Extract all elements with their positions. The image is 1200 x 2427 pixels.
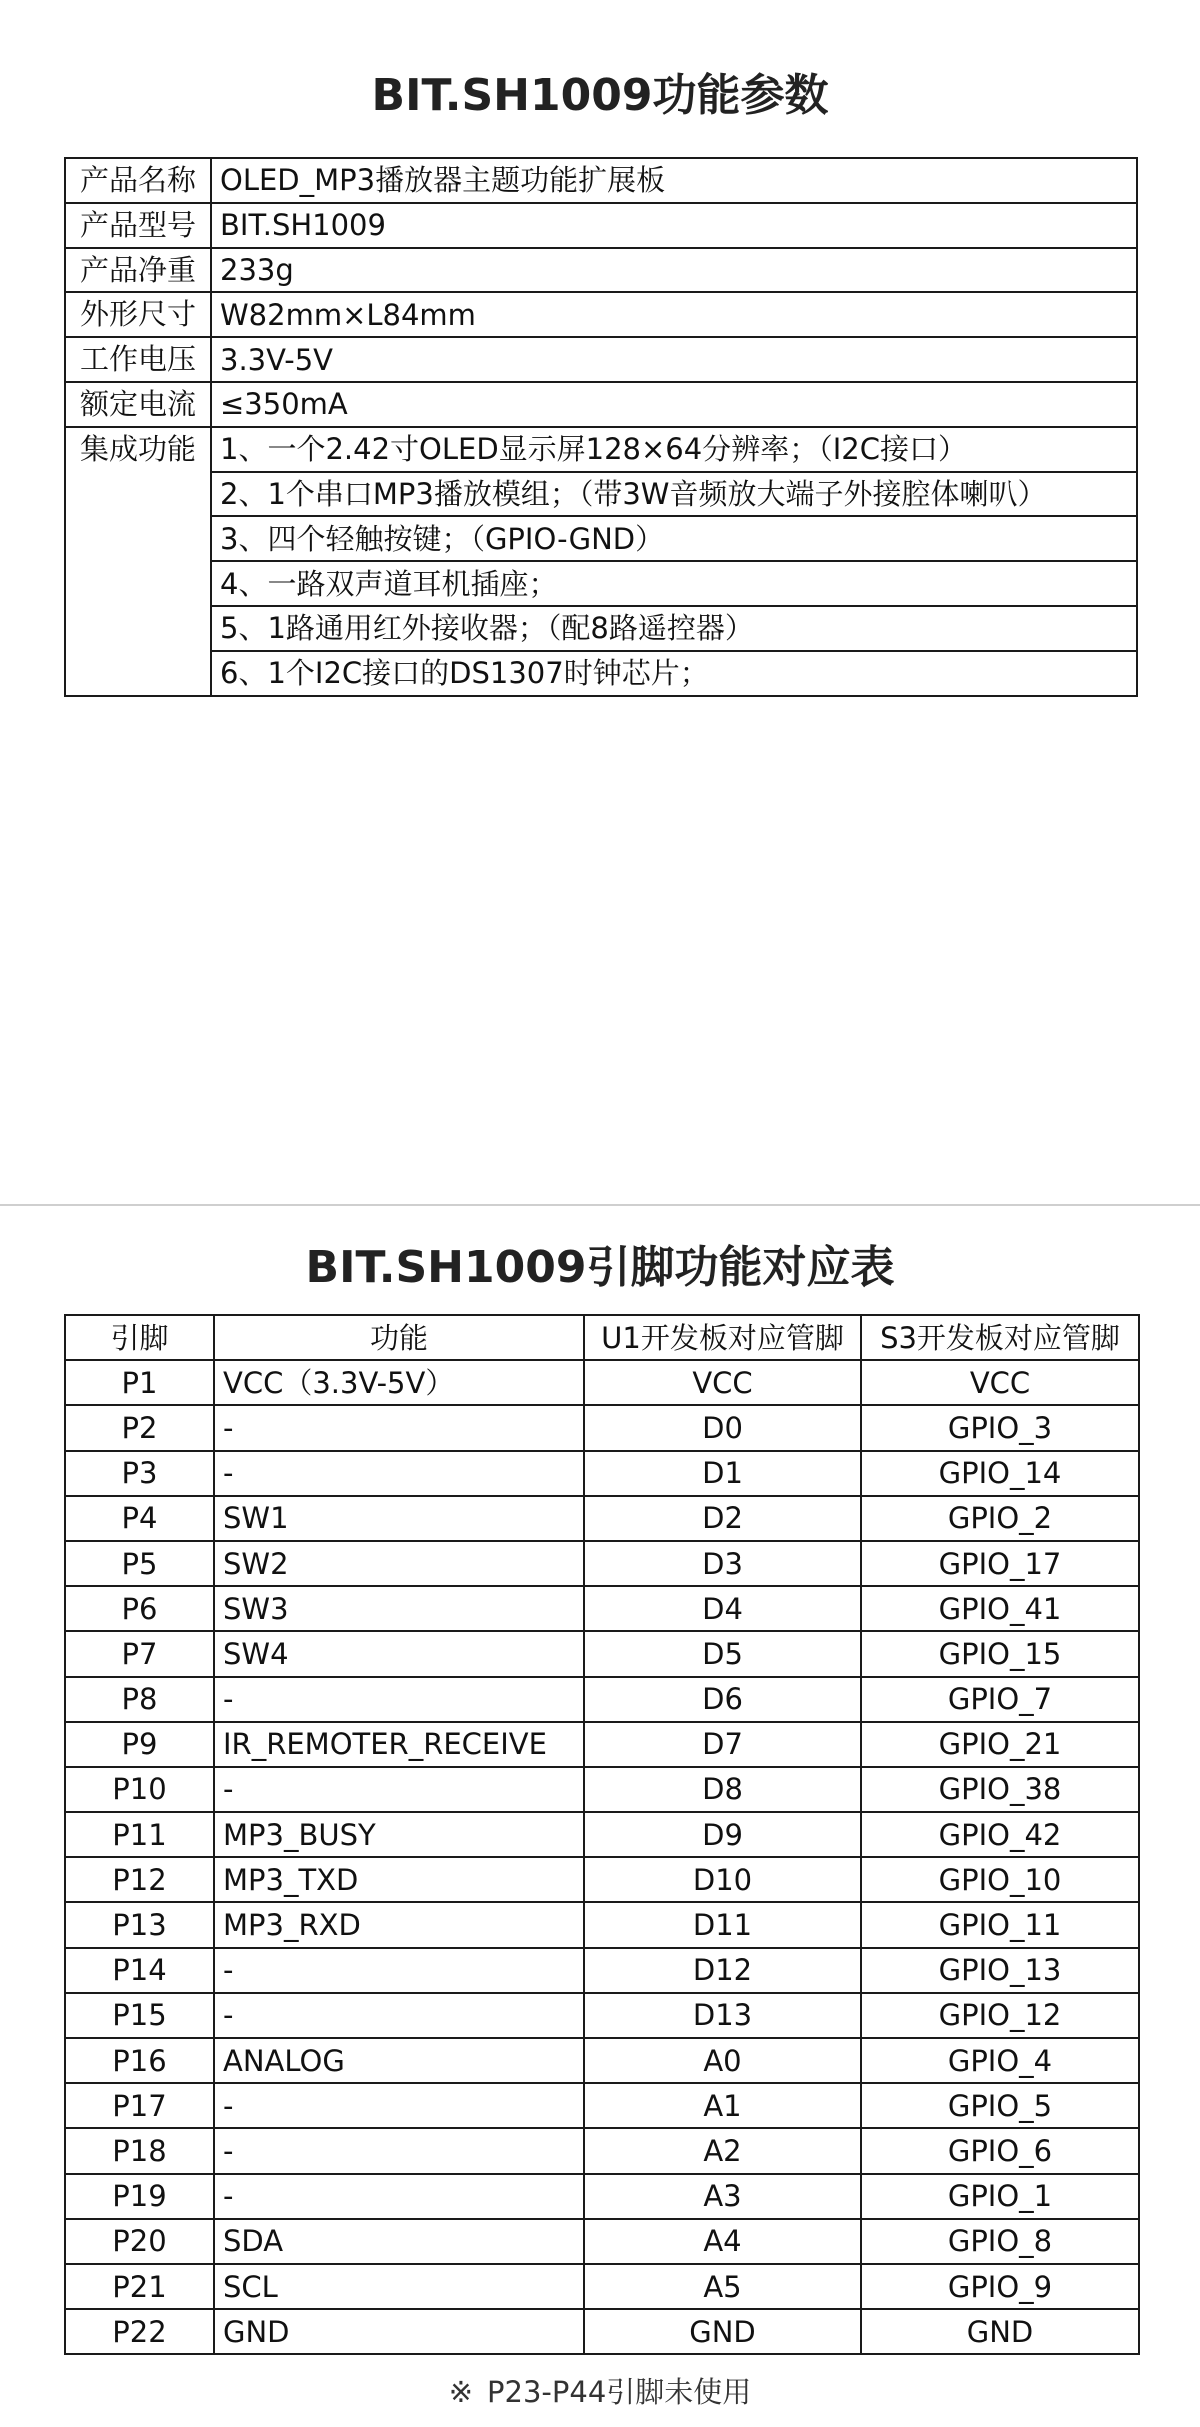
function-cell: - bbox=[214, 1677, 584, 1722]
table-row bbox=[65, 2219, 1139, 2264]
params-row bbox=[65, 158, 1137, 203]
s3-pin-cell: GPIO_10 bbox=[861, 1857, 1139, 1902]
u1-pin-cell: GND bbox=[584, 2309, 861, 2354]
table-row bbox=[65, 1541, 1139, 1586]
s3-pin-cell: GPIO_8 bbox=[861, 2219, 1139, 2264]
table-row bbox=[65, 1812, 1139, 1857]
function-cell: SW3 bbox=[214, 1586, 584, 1631]
u1-pin-cell: D6 bbox=[584, 1677, 861, 1722]
footnote-text: P23-P44引脚未使用 bbox=[487, 2375, 752, 2409]
function-cell: SW1 bbox=[214, 1496, 584, 1541]
section-divider bbox=[0, 1204, 1200, 1206]
table-row bbox=[65, 2174, 1139, 2219]
function-cell: SW4 bbox=[214, 1631, 584, 1676]
params-table bbox=[64, 157, 1138, 697]
function-cell: - bbox=[214, 1767, 584, 1812]
u1-pin-cell: A0 bbox=[584, 2038, 861, 2083]
pin-cell: P4 bbox=[65, 1496, 214, 1541]
header-u1: U1开发板对应管脚 bbox=[584, 1315, 861, 1360]
s3-pin-cell: GPIO_41 bbox=[861, 1586, 1139, 1631]
u1-pin-cell: A4 bbox=[584, 2219, 861, 2264]
feature-item: 5、1路通用红外接收器；（配8路遥控器） bbox=[211, 606, 1137, 651]
table-row bbox=[65, 2309, 1139, 2354]
u1-pin-cell: D8 bbox=[584, 1767, 861, 1812]
function-cell: VCC（3.3V-5V） bbox=[214, 1360, 584, 1405]
pin-cell: P9 bbox=[65, 1722, 214, 1767]
feature-item: 2、1个串口MP3播放模组；（带3W音频放大端子外接腔体喇叭） bbox=[211, 472, 1137, 517]
pin-cell: P15 bbox=[65, 1993, 214, 2038]
function-cell: - bbox=[214, 1993, 584, 2038]
s3-pin-cell: GPIO_38 bbox=[861, 1767, 1139, 1812]
param-label: 工作电压 bbox=[65, 337, 211, 382]
pin-cell: P21 bbox=[65, 2264, 214, 2309]
table-row bbox=[65, 1857, 1139, 1902]
params-row bbox=[65, 337, 1137, 382]
param-value: 233g bbox=[211, 248, 1137, 293]
table-row bbox=[65, 1405, 1139, 1450]
param-label: 产品名称 bbox=[65, 158, 211, 203]
table-row bbox=[65, 1948, 1139, 1993]
function-cell: - bbox=[214, 1948, 584, 1993]
function-cell: MP3_RXD bbox=[214, 1902, 584, 1947]
table-row bbox=[65, 1722, 1139, 1767]
s3-pin-cell: GPIO_13 bbox=[861, 1948, 1139, 1993]
table-row bbox=[65, 2038, 1139, 2083]
s3-pin-cell: GPIO_21 bbox=[861, 1722, 1139, 1767]
pin-cell: P11 bbox=[65, 1812, 214, 1857]
feature-item: 4、一路双声道耳机插座； bbox=[211, 561, 1137, 606]
pin-cell: P22 bbox=[65, 2309, 214, 2354]
u1-pin-cell: D13 bbox=[584, 1993, 861, 2038]
pins-table bbox=[64, 1314, 1140, 2355]
pin-cell: P2 bbox=[65, 1405, 214, 1450]
function-cell: - bbox=[214, 2128, 584, 2173]
footnote-mark: ※ bbox=[448, 2375, 474, 2409]
u1-pin-cell: VCC bbox=[584, 1360, 861, 1405]
s3-pin-cell: GND bbox=[861, 2309, 1139, 2354]
function-cell: MP3_TXD bbox=[214, 1857, 584, 1902]
s3-pin-cell: GPIO_4 bbox=[861, 2038, 1139, 2083]
u1-pin-cell: D5 bbox=[584, 1631, 861, 1676]
pin-cell: P13 bbox=[65, 1902, 214, 1947]
header-s3: S3开发板对应管脚 bbox=[861, 1315, 1139, 1360]
pin-cell: P8 bbox=[65, 1677, 214, 1722]
function-cell: IR_REMOTER_RECEIVE bbox=[214, 1722, 584, 1767]
pin-cell: P7 bbox=[65, 1631, 214, 1676]
pin-cell: P18 bbox=[65, 2128, 214, 2173]
s3-pin-cell: GPIO_15 bbox=[861, 1631, 1139, 1676]
params-row bbox=[65, 203, 1137, 248]
table-row bbox=[65, 1677, 1139, 1722]
pin-cell: P17 bbox=[65, 2083, 214, 2128]
param-value: W82mm×L84mm bbox=[211, 292, 1137, 337]
pin-cell: P12 bbox=[65, 1857, 214, 1902]
u1-pin-cell: A3 bbox=[584, 2174, 861, 2219]
param-value: BIT.SH1009 bbox=[211, 203, 1137, 248]
s3-pin-cell: GPIO_17 bbox=[861, 1541, 1139, 1586]
pin-cell: P3 bbox=[65, 1451, 214, 1496]
function-cell: SCL bbox=[214, 2264, 584, 2309]
pin-cell: P14 bbox=[65, 1948, 214, 1993]
s3-pin-cell: GPIO_42 bbox=[861, 1812, 1139, 1857]
function-cell: MP3_BUSY bbox=[214, 1812, 584, 1857]
u1-pin-cell: D0 bbox=[584, 1405, 861, 1450]
s3-pin-cell: GPIO_7 bbox=[861, 1677, 1139, 1722]
feature-item: 3、四个轻触按键；（GPIO-GND） bbox=[211, 516, 1137, 561]
pins-table-header-row bbox=[65, 1315, 1139, 1360]
u1-pin-cell: D7 bbox=[584, 1722, 861, 1767]
table-row bbox=[65, 1360, 1139, 1405]
pin-cell: P20 bbox=[65, 2219, 214, 2264]
pin-cell: P6 bbox=[65, 1586, 214, 1631]
function-cell: - bbox=[214, 2174, 584, 2219]
u1-pin-cell: D11 bbox=[584, 1902, 861, 1947]
feature-row bbox=[65, 561, 1137, 606]
function-cell: - bbox=[214, 1405, 584, 1450]
u1-pin-cell: D9 bbox=[584, 1812, 861, 1857]
table-row bbox=[65, 1451, 1139, 1496]
table-row bbox=[65, 1631, 1139, 1676]
s3-pin-cell: GPIO_9 bbox=[861, 2264, 1139, 2309]
function-cell: - bbox=[214, 2083, 584, 2128]
u1-pin-cell: D10 bbox=[584, 1857, 861, 1902]
param-value: ≤350mA bbox=[211, 382, 1137, 427]
u1-pin-cell: D4 bbox=[584, 1586, 861, 1631]
pin-cell: P19 bbox=[65, 2174, 214, 2219]
u1-pin-cell: D12 bbox=[584, 1948, 861, 1993]
feature-row bbox=[65, 427, 1137, 472]
function-cell: SW2 bbox=[214, 1541, 584, 1586]
s3-pin-cell: GPIO_5 bbox=[861, 2083, 1139, 2128]
param-value: 3.3V-5V bbox=[211, 337, 1137, 382]
u1-pin-cell: A5 bbox=[584, 2264, 861, 2309]
s3-pin-cell: GPIO_1 bbox=[861, 2174, 1139, 2219]
function-cell: SDA bbox=[214, 2219, 584, 2264]
params-title: BIT.SH1009功能参数 bbox=[371, 70, 829, 121]
param-label: 额定电流 bbox=[65, 382, 211, 427]
s3-pin-cell: GPIO_2 bbox=[861, 1496, 1139, 1541]
s3-pin-cell: GPIO_14 bbox=[861, 1451, 1139, 1496]
table-row bbox=[65, 2083, 1139, 2128]
feature-row bbox=[65, 606, 1137, 651]
pin-cell: P16 bbox=[65, 2038, 214, 2083]
u1-pin-cell: A1 bbox=[584, 2083, 861, 2128]
feature-row bbox=[65, 651, 1137, 696]
pins-table-body bbox=[65, 1360, 1139, 2354]
function-cell: GND bbox=[214, 2309, 584, 2354]
header-function: 功能 bbox=[214, 1315, 584, 1360]
features-label: 集成功能 bbox=[65, 427, 211, 696]
feature-row bbox=[65, 472, 1137, 517]
table-row bbox=[65, 1496, 1139, 1541]
u1-pin-cell: D3 bbox=[584, 1541, 861, 1586]
s3-pin-cell: GPIO_11 bbox=[861, 1902, 1139, 1947]
function-cell: - bbox=[214, 1451, 584, 1496]
header-pin: 引脚 bbox=[65, 1315, 214, 1360]
feature-item: 1、一个2.42寸OLED显示屏128×64分辨率；（I2C接口） bbox=[211, 427, 1137, 472]
s3-pin-cell: GPIO_12 bbox=[861, 1993, 1139, 2038]
table-row bbox=[65, 2128, 1139, 2173]
params-row bbox=[65, 248, 1137, 293]
s3-pin-cell: GPIO_6 bbox=[861, 2128, 1139, 2173]
pins-title: BIT.SH1009引脚功能对应表 bbox=[305, 1242, 895, 1293]
params-row bbox=[65, 382, 1137, 427]
u1-pin-cell: D1 bbox=[584, 1451, 861, 1496]
table-row bbox=[65, 1993, 1139, 2038]
param-label: 外形尺寸 bbox=[65, 292, 211, 337]
table-row bbox=[65, 1767, 1139, 1812]
param-value: OLED_MP3播放器主题功能扩展板 bbox=[211, 158, 1137, 203]
u1-pin-cell: D2 bbox=[584, 1496, 861, 1541]
table-row bbox=[65, 1586, 1139, 1631]
feature-row bbox=[65, 516, 1137, 561]
footnote bbox=[0, 2372, 1200, 2412]
pin-cell: P5 bbox=[65, 1541, 214, 1586]
param-label: 产品净重 bbox=[65, 248, 211, 293]
table-row bbox=[65, 1902, 1139, 1947]
s3-pin-cell: VCC bbox=[861, 1360, 1139, 1405]
function-cell: ANALOG bbox=[214, 2038, 584, 2083]
s3-pin-cell: GPIO_3 bbox=[861, 1405, 1139, 1450]
pin-cell: P1 bbox=[65, 1360, 214, 1405]
params-table-body bbox=[65, 158, 1137, 696]
feature-item: 6、1个I2C接口的DS1307时钟芯片； bbox=[211, 651, 1137, 696]
u1-pin-cell: A2 bbox=[584, 2128, 861, 2173]
param-label: 产品型号 bbox=[65, 203, 211, 248]
params-row bbox=[65, 292, 1137, 337]
table-row bbox=[65, 2264, 1139, 2309]
pin-cell: P10 bbox=[65, 1767, 214, 1812]
